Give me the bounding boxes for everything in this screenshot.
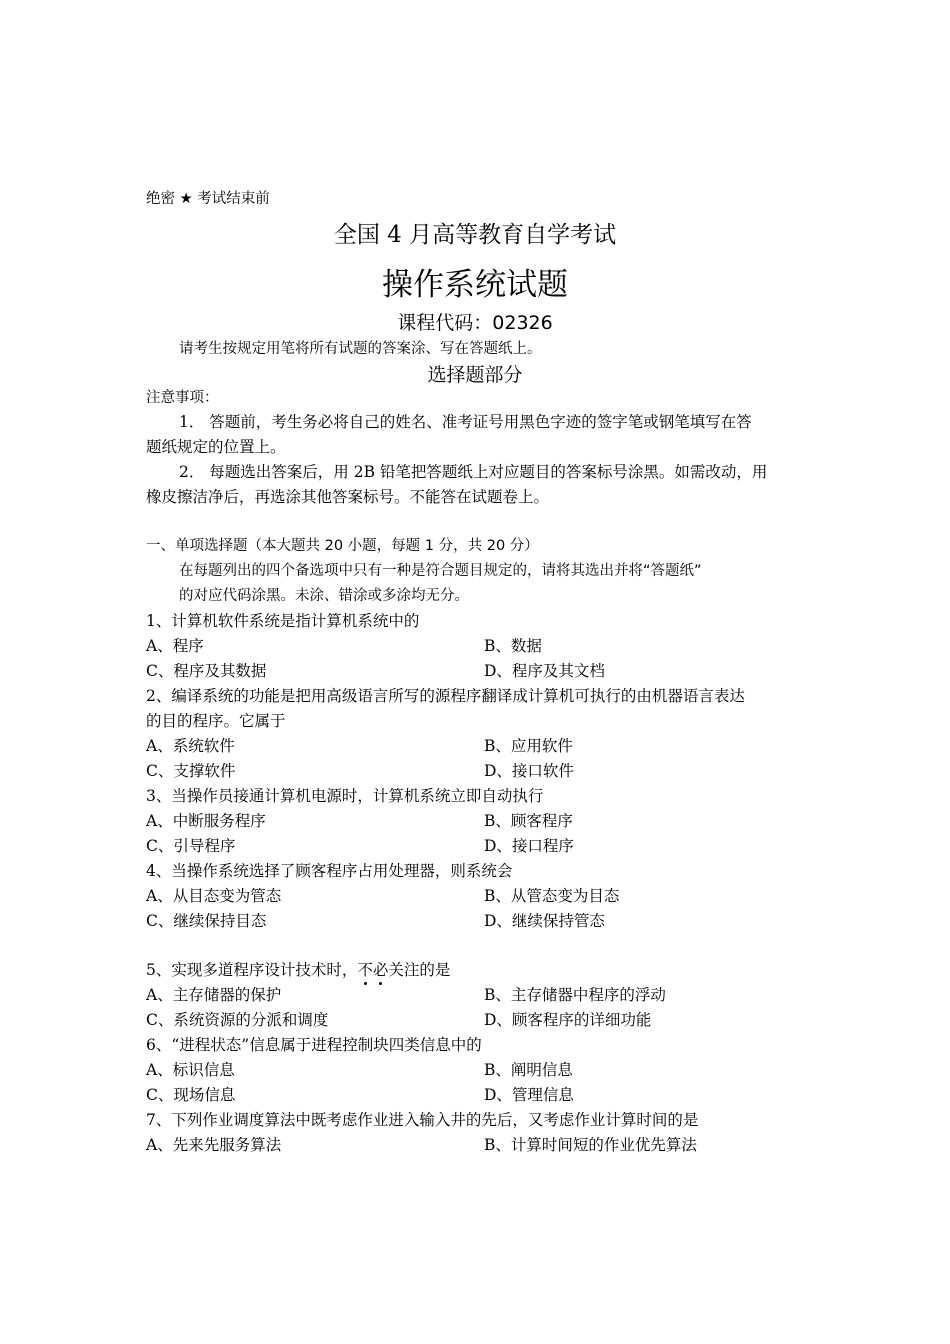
question-7-option-a: A、先来先服务算法 <box>146 1136 282 1154</box>
question-5-emphasis-2: 必 <box>372 961 389 979</box>
subject-title: 操作系统试题 <box>382 267 568 303</box>
question-3-stem: 3、当操作员接通计算机电源时，计算机系统立即自动执行 <box>146 787 544 805</box>
question-6-option-a: A、标识信息 <box>146 1061 235 1079</box>
part-1-desc-line-1: 在每题列出的四个备选项中只有一种是符合题目规定的，请将其选出并将“答题纸” <box>179 563 702 579</box>
question-2-stem-line-2: 的目的程序。它属于 <box>146 712 286 730</box>
question-5-option-a: A、主存储器的保护 <box>146 986 282 1004</box>
question-4-option-a: A、从目态变为管态 <box>146 887 282 905</box>
question-7-stem: 7、下列作业调度算法中既考虑作业进入输入井的先后，又考虑作业计算时间的是 <box>146 1111 699 1129</box>
question-6-stem: 6、“进程状态”信息属于进程控制块四类信息中的 <box>146 1036 482 1054</box>
question-2-stem-line-1: 2、编译系统的功能是把用高级语言所写的源程序翻译成计算机可执行的由机器语言表达 <box>146 687 745 705</box>
question-3-option-b: B、顾客程序 <box>484 812 573 830</box>
question-4-option-b: B、从管态变为目态 <box>484 887 620 905</box>
confidential-mark: 绝密 ★ 考试结束前 <box>146 191 270 207</box>
question-5-stem-pre: 5、实现多道程序设计技术时， <box>146 961 358 979</box>
section-title: 选择题部分 <box>427 364 523 386</box>
question-5-option-c: C、系统资源的分派和调度 <box>146 1011 329 1029</box>
question-6-option-d: D、管理信息 <box>484 1086 574 1104</box>
question-4-option-c: C、继续保持目态 <box>146 912 267 930</box>
exam-title: 全国 4 月高等教育自学考试 <box>333 222 617 248</box>
question-3-option-c: C、引导程序 <box>146 837 236 855</box>
question-1-option-c: C、程序及其数据 <box>146 662 267 680</box>
question-1-option-b: B、数据 <box>484 637 542 655</box>
note-1-line-1: 1． 答题前，考生务必将自己的姓名、准考证号用黑色字迹的签字笔或钢笔填写在答 <box>179 413 752 431</box>
question-3-option-d: D、接口程序 <box>484 837 574 855</box>
question-6-option-c: C、现场信息 <box>146 1086 236 1104</box>
note-2-line-1: 2． 每题选出答案后，用 2B 铅笔把答题纸上对应题目的答案标号涂黑。如需改动，用 <box>179 463 768 481</box>
question-1-option-a: A、程序 <box>146 637 204 655</box>
question-5-stem-post: 关注的是 <box>388 961 451 979</box>
question-2-option-b: B、应用软件 <box>484 737 573 755</box>
part-1-desc-line-2: 的对应代码涂黑。未涂、错涂或多涂均无分。 <box>179 588 469 604</box>
answer-instruction: 请考生按规定用笔将所有试题的答案涂、写在答题纸上。 <box>179 341 542 357</box>
question-2-option-a: A、系统软件 <box>146 737 235 755</box>
question-5-option-d: D、顾客程序的详细功能 <box>484 1011 652 1029</box>
question-5-stem <box>146 963 450 979</box>
question-4-stem: 4、当操作系统选择了顾客程序占用处理器，则系统会 <box>146 862 513 880</box>
question-5-option-b: B、主存储器中程序的浮动 <box>484 986 666 1004</box>
question-2-option-c: C、支撑软件 <box>146 762 236 780</box>
question-6-option-b: B、阐明信息 <box>484 1061 573 1079</box>
question-4-option-d: D、继续保持管态 <box>484 912 605 930</box>
question-1-stem: 1、计算机软件系统是指计算机系统中的 <box>146 612 420 630</box>
note-2-line-2: 橡皮擦洁净后，再选涂其他答案标号。不能答在试题卷上。 <box>146 488 550 506</box>
question-3-option-a: A、中断服务程序 <box>146 812 266 830</box>
notes-heading: 注意事项： <box>146 390 219 406</box>
course-code: 课程代码：02326 <box>397 312 553 334</box>
question-1-option-d: D、程序及其文档 <box>484 662 605 680</box>
note-1-line-2: 题纸规定的位置上。 <box>146 438 286 456</box>
part-1-heading: 一、单项选择题（本大题共 20 小题，每题 1 分，共 20 分） <box>146 538 539 554</box>
question-2-option-d: D、接口软件 <box>484 762 574 780</box>
question-5-emphasis-1: 不 <box>357 961 373 979</box>
question-7-option-b: B、计算时间短的作业优先算法 <box>484 1136 697 1154</box>
